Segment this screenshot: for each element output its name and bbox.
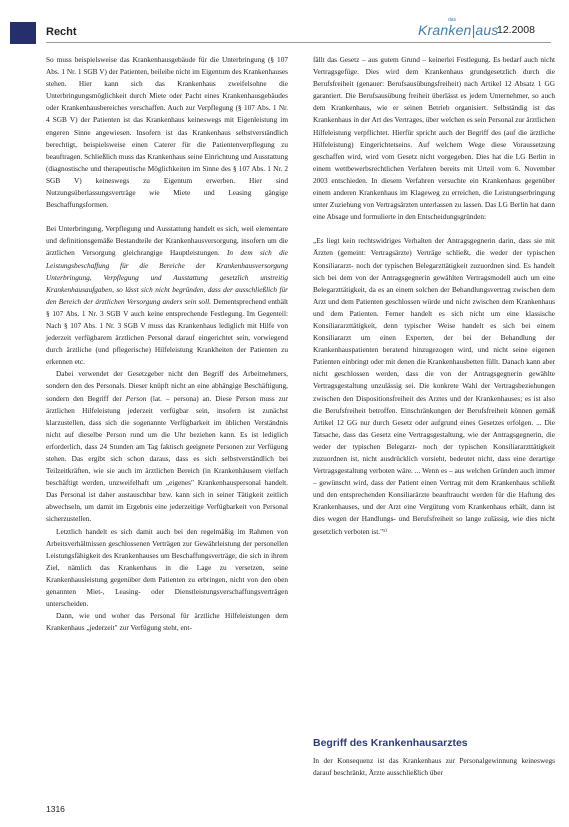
- magazine-logo: [418, 17, 499, 38]
- paragraph: fällt das Gesetz – aus gutem Grund – keinerlei Festlegung. Es bedarf auch nicht Vertragsgefüge. Dies wird dem Krankenhaus grundgesetzlich durch die Berufsfreiheit (genauer: Berufsausübungsfreiheit) nach Artikel 12 Absatz 1 GG garantiert. Die Berufsausübung freiheit überlässt es jedem Unternehmer, so auch dem Krankenhaus, wie er seinen Betrieb organisiert. Selbständig ist das Krankenhaus in der Art des Vertrages, über welchen es sein Personal zur ärztlichen Hilfeleistung verpflichtet. Hierfür spricht auch der Begriff des (auf die ärztliche Hilfeleistung) Eingerichtetseins. Auf welchem Wege diese Voraussetzung geschaffen wird, wird vom Gesetz nicht vorgegeben. Dies hat die LG Berlin in einem wettbewerbsrechtlichen Verfahren bereits mit Urteil vom 6. November 2003 entschieden. In diesem Verfahren versuchte ein Krankenhaus gegenüber einem anderen Krankenhaus im Klageweg zu erreichen, die Leistungserbringung unter Zuziehung von Vertragsärzten unterlassen zu lassen. Das LG Berlin hat dann eine Absage und formulierte in den Entscheidungsgründen:: [313, 55, 555, 222]
- quote-paragraph: „Es liegt kein rechtswidriges Verhalten der Antragsgegnerin darin, dass sie mit Ärzten (gemeint: Vertragsärzte) Verträge schließt, die weder der typischen Konsiliararzt- noch der typischen Belegarzttätigkeit zuzuordnen sind. Es handelt sich bei dem von der Antragsgegnerin gewählten Vertragsmodell auch um eine Belegarzttätigkeit, da es an einem solchen der Behandlungsvertrag zwischen dem Arzt und dem Patienten geschlossen würde und nicht zwischen dem Krankenhaus und dem Patienten. Ferner handelt es sich nicht um eine klassische Konsiliararzttätigkeit, denn typischer Weise handelt es sich bei einem Konsiliararzt um einen Experten, der bei der Behandlung der Krankenhauspatienten beratend hinzugezogen wird, und nicht seine eigenen Patienten einbringt oder mit denen die Krankenhausbetten füllt. Danach kann aber nicht geschlossen werden, dass die von der Antragsgegnerin gewählte Vertragsgestaltung unzulässig sei. Die konkrete Wahl der Vertragsbeziehungen zwischen den Dispositionsfreiheit des Arztes und der Krankenhauses; es ist also die Berufsfreiheit betroffen. Einschränkungen der Berufsfreiheit können gemäß Artikel 12 GG nur durch Gesetz oder aufgrund eines Gesetzes erfolgen. ... Die Tatsache, dass das Gesetz eine Vertragsgestaltung, wie der Antragsgegnerin, die weder der typischen Belegarzt- noch der typischen Konsiliararzttätigkeit zuzuordnen ist, nicht ausdrücklich vorsieht, bedeutet nicht, dass eine derartige Vertragsgestaltung verboten wäre. ... Wenn es – aus welchen Gründen auch immer – gewünscht wird, dass der Patient einen Vertrag mit dem Krankenhaus schließt und den entsprechenden Konsiliarärzte beauftraucht werden für die Haftung des Krankenhauses, und der Arzt eine Vergütung vom Krankenhaus erhält, dann ist dies wegen der Handlungs- und Berufsfreiheit so lange zulässig, wie dies nicht gesetzlich verboten ist."¹⁾: [313, 236, 555, 536]
- logo-brand-text: Kranken|aus: [418, 22, 499, 38]
- paragraph: Letztlich handelt es sich damit auch bei den regelmäßig im Rahmen von Arbeitsverhältnissen geschlossenen Verträgen zur Gewährleistung der personellen Leistungsfähigkeit des Krankenhauses um Beschaffungsverträge, die sich in ihrem Ziel, nämlich das Krankenhaus in die Lage zu versetzen, seine Krankenhausleistung gegenüber dem Patienten zu erbringen, nicht von den oben genannten Miet-, Leasing- oder Dienstleistungsverschaffungsverträgen unterscheiden.: [46, 526, 288, 609]
- paragraph-text: Bei Unterbringung, Verpflegung und Ausstattung handelt es sich, weil elementare und definitionsgemäße Bestandteile der Krankenhausversorgung, insofern um die ärztlichen Versorgung gleichrangige Hauptleistungen.: [46, 224, 288, 258]
- paragraph: [46, 368, 288, 525]
- section-title: Recht: [46, 26, 77, 38]
- header-divider: [46, 42, 551, 43]
- issue-date: 12.2008: [497, 24, 535, 36]
- emphasis-text: Person: [125, 393, 147, 403]
- section-tab-marker: [10, 22, 36, 44]
- logo-small-text: das: [448, 17, 457, 23]
- right-column: [313, 54, 555, 538]
- paragraph-text: Dementsprechend enthält § 107 Abs. 1 Nr. 3 SGB V auch keine entsprechende Festlegung. Im Gegenteil: Nach § 107 Abs. 1 Nr. 3 SGB V muss das Krankenhaus lediglich mit Hilfe von jederzeit verfügbarem ärztlichen Personal darauf eingerichtet sein, vorwiegend durch ärztliche (und pflegerische) Hilfeleistung Krankheiten der Patienten zu erkennen etc.: [46, 296, 288, 367]
- emphasis-text: In dem sich die Leistungsbeschaffung für die Bereiche der Krankenhausversorgung Unterbringung, Verpflegung und Ausstattung gesetzlich unstreitig Krankenhausaufgaben, so lässt sich nicht begründen, dass der ausschließlich für den Bereich der ärztlichen Versorgung anders sein soll.: [46, 248, 288, 306]
- page-number: 1316: [46, 804, 65, 814]
- paragraph: So muss beispielsweise das Krankenhausgebäude für die Unterbringung (§ 107 Abs. 1 Nr. 1 SGB V) der Patienten, beileibe nicht im Eigentum des Krankenhauses stehen. Hier kann sich das Krankenhaus zweifelsohne die Unterbringungsmöglichkeit durch Miete oder Pacht eines Krankenhausgebäudes oder Krankenhausbereiches verschaffen. Auch zur Verpflegung (§ 107 Abs. 1 Nr. 4 SGB V) der Patienten ist das Krankenhaus keineswegs mit Eigenleistung im engeren Sinne angewiesen. Insofern ist das Krankenhaus selbstverständlich berechtigt, beispielsweise einen Caterer für die Patientenverpflegung zu beauftragen. Schließlich muss das Krankenhaus seine Einrichtung und Ausstattung (diagnostische und therapeutische Möglichkeiten im Sinne des § 107 Abs. 1 Nr. 2 SGB V) keineswegs zu Eigentum erwerben. Hier sind Nutzungsüberlassungsverträge wie Miete und Leasing gängige Beschaffungsformen.: [46, 55, 288, 210]
- subheading: Begriff des Krankenhausarztes: [313, 737, 468, 749]
- left-column: [46, 54, 288, 634]
- paragraph: In der Konsequenz ist das Krankenhaus zur Personalgewinnung keineswegs darauf beschränkt, Ärzte ausschließlich über: [313, 756, 555, 778]
- right-column-continued: [313, 755, 555, 779]
- paragraph-text: Dabei verwendet der Gesetzgeber nicht den Begriff des Arbeitnehmers, sondern den des Personals. Dieser knüpft nicht an eine abhängige Beschäftigung, sondern den Begriff der: [46, 369, 288, 403]
- paragraph-text: (lat. – persona) an. Diese Person muss zur ärztlichen Hilfeleistung jederzeit verfügbar sein, insofern ist zunächst klarzustellen, dass sich die sogenannte Verfügbarkeit im üblichen Verständnis nicht auf dieselbe Person rund um die Uhr beziehen kann. Es ist lediglich erforderlich, dass 24 Stunden am Tag faktisch geeignete Personen zur Verfügung stehen. Das ergibt sich schon daraus, dass es sich selbstverständlich bei Teilzeitkräften, wie sie auch im ärztlichen Bereich (in Krankenhäusern vielfach beschäftigt werden, unzweifelhaft um „eigenes" Krankenhauspersonal handelt. Das Personal ist daher austauschbar bzw. kann sich in seiner Tätigkeit zeitlich abwechseln, um damit im Ergebnis eine jederzeitige Verfügbarkeit von Personal sicherzustellen.: [46, 393, 288, 524]
- paragraph: Dann, wie und woher das Personal für ärztliche Hilfeleistungen dem Krankenhaus „jederzeit" zur Verfügung steht, ent-: [46, 611, 288, 633]
- paragraph: [46, 223, 288, 368]
